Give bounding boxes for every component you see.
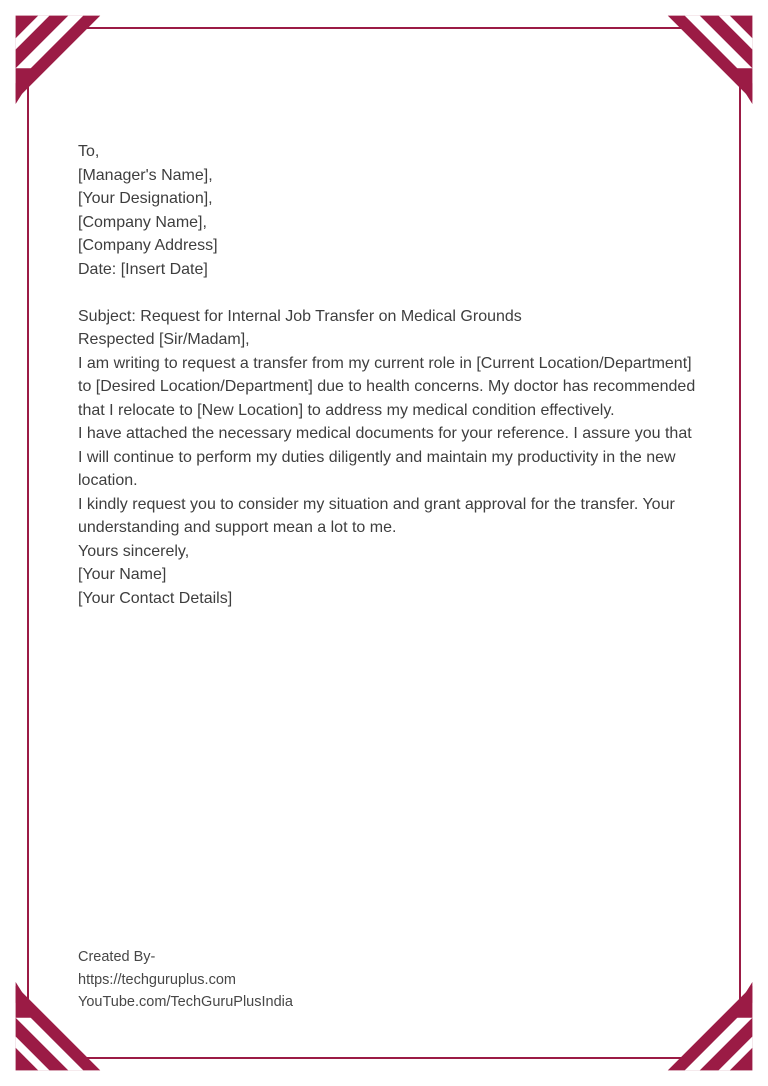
- body-paragraph-1: I am writing to request a transfer from my current role in [Current Location/Department] to [Desired Location/Department] due to health concerns. My doctor has recommended that I relocate to [New Location] to address my medical condition effectively.: [78, 354, 696, 419]
- body-paragraph-3: I kindly request you to consider my situation and grant approval for the transfer. Your understanding and support mean a lot to me.: [78, 495, 675, 536]
- closing-line-name: [Your Name]: [78, 566, 167, 583]
- corner-ornament-top-right-icon: [664, 10, 758, 104]
- closing-block: [78, 540, 696, 611]
- closing-line-contact: [Your Contact Details]: [78, 589, 233, 607]
- corner-ornament-top-left-icon: [10, 10, 104, 104]
- subject-line: Subject: Request for Internal Job Transfer on Medical Grounds: [78, 307, 522, 325]
- recipient-line-manager: [Manager's Name],: [78, 166, 213, 184]
- footer-created-by: Created By-: [78, 949, 156, 965]
- footer-website-url: https://techguruplus.com: [78, 971, 236, 988]
- salutation-line: Respected [Sir/Madam],: [78, 331, 250, 348]
- footer-credit: [78, 946, 293, 1014]
- recipient-line-address: [Company Address]: [78, 237, 218, 254]
- recipient-line-to: To,: [78, 143, 100, 160]
- letter-body: [78, 140, 696, 634]
- recipient-line-designation: [Your Designation],: [78, 190, 213, 207]
- body-paragraph-2: I have attached the necessary medical documents for your reference. I assure you that I will continue to perform my duties diligently and maintain my productivity in the new location.: [78, 425, 692, 489]
- closing-line-sincerely: Yours sincerely,: [78, 542, 190, 560]
- recipient-line-company: [Company Name],: [78, 213, 207, 231]
- corner-ornament-bottom-right-icon: [664, 982, 758, 1076]
- footer-youtube-url: YouTube.com/TechGuruPlusIndia: [78, 994, 293, 1010]
- recipient-block: [78, 140, 696, 281]
- recipient-line-date: Date: [Insert Date]: [78, 260, 208, 278]
